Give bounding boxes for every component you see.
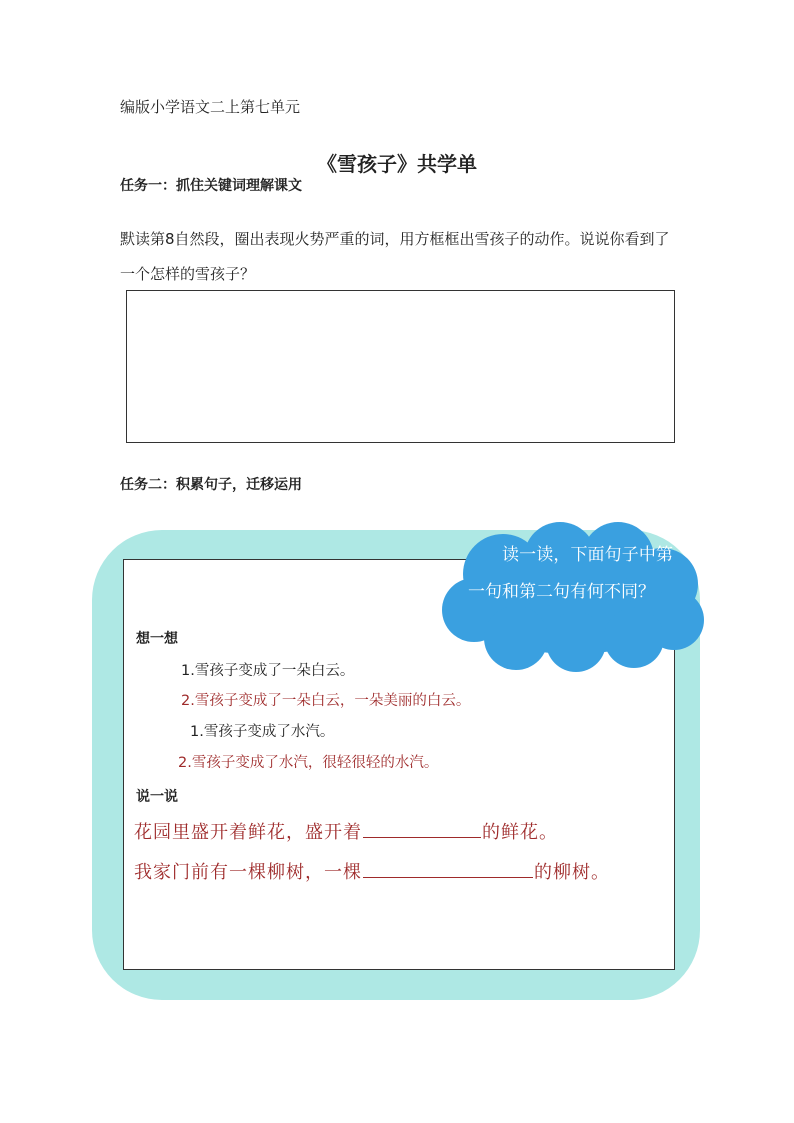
sentence-text: 雪孩子变成了一朵白云。 [194, 663, 355, 679]
think-label: 想一想 [136, 631, 178, 647]
fill-line1-before: 花园里盛开着鲜花，盛开着 [134, 822, 362, 843]
sentence-number: 1. [190, 724, 204, 740]
sentence-text: 雪孩子变成了一朵白云，一朵美丽的白云。 [194, 693, 471, 709]
sentence-text: 雪孩子变成了水汽。 [203, 724, 335, 740]
sentence-text: 雪孩子变成了水汽，很轻很轻的水汽。 [191, 755, 439, 771]
task1-instruction: 默读第8自然段，圈出表现火势严重的词，用方框框出雪孩子的动作。说说你看到了一个怎样的雪孩子？ [120, 230, 670, 283]
worksheet-title: 《雪孩子》共学单 [317, 152, 477, 176]
blank-input-2[interactable] [363, 861, 533, 878]
speak-label: 说一说 [136, 789, 178, 805]
fill-line2-before: 我家门前有一棵柳树，一棵 [134, 862, 362, 883]
fill-blank-line-1 [134, 818, 558, 844]
cloud-callout-text: 读一读，下面句子中第一句和第二句有何不同？ [468, 545, 673, 602]
blank-input-1[interactable] [363, 821, 481, 838]
sentence-number: 2. [181, 693, 195, 709]
sentence-number: 2. [178, 755, 192, 771]
fill-line2-after: 的柳树。 [534, 862, 610, 883]
task2-heading: 任务二：积累句子，迁移运用 [120, 477, 302, 493]
task1-heading: 任务一：抓住关键词理解课文 [120, 178, 302, 194]
sentence-1b [190, 720, 334, 741]
unit-header: 编版小学语文二上第七单元 [120, 98, 301, 116]
fill-blank-line-2 [134, 858, 610, 884]
sentence-2a [181, 689, 470, 710]
sentence-number: 1. [181, 663, 195, 679]
sentence-2b [178, 751, 438, 772]
sentence-1a [181, 659, 354, 680]
answer-box[interactable] [126, 290, 675, 443]
fill-line1-after: 的鲜花。 [482, 822, 558, 843]
